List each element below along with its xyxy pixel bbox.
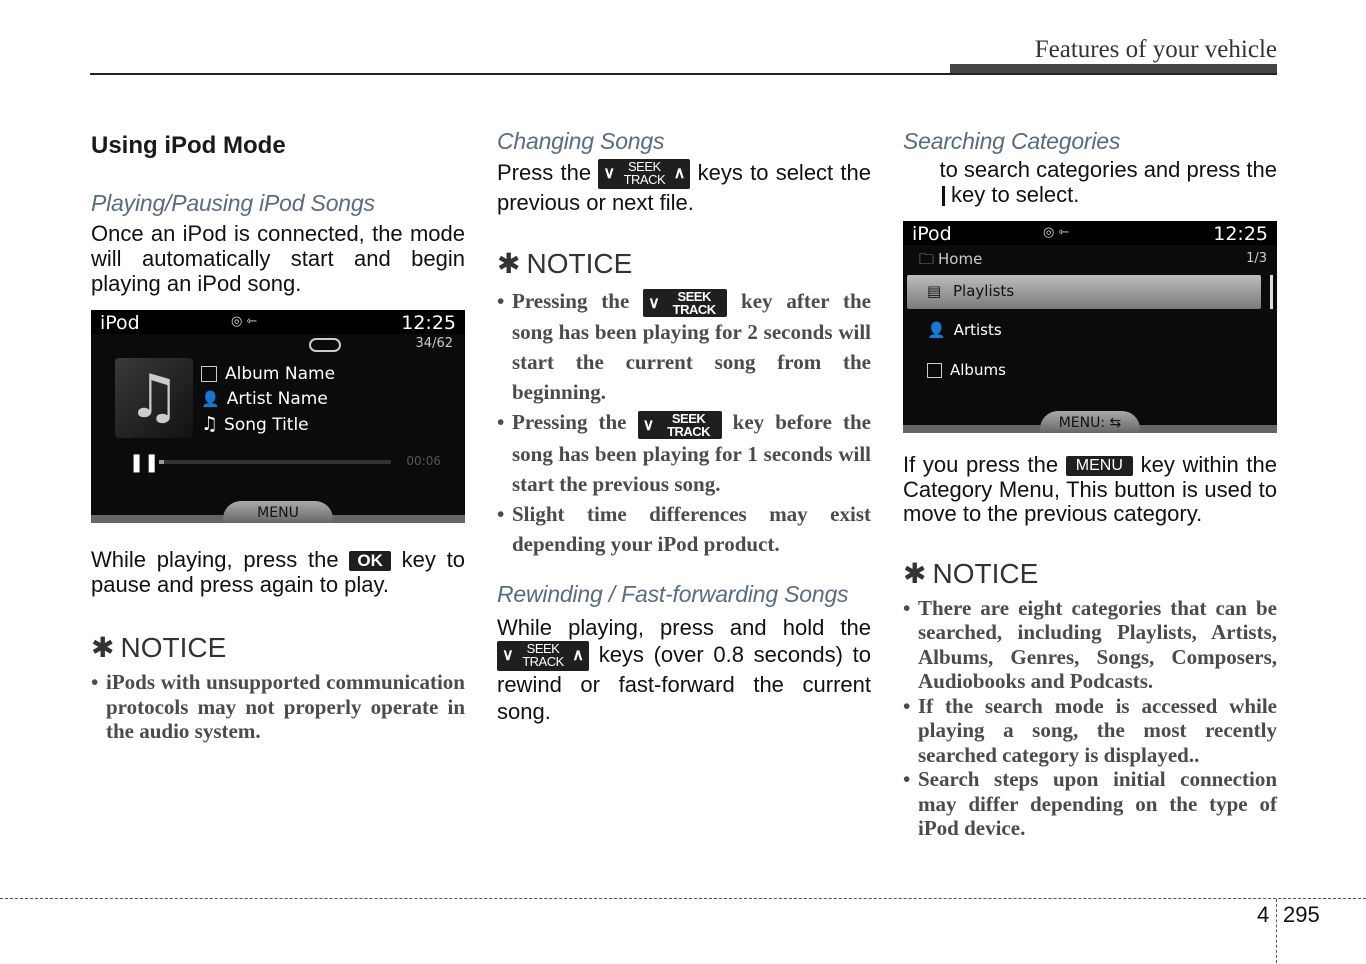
text-fragment: keys to select the previous or next file. — [497, 160, 871, 216]
notice-item: • If the search mode is accessed while playing a song, the most recently searched category is displayed.. — [903, 694, 1277, 768]
folder-icon: 🗀 — [919, 250, 935, 268]
music-note-icon: ♫ — [127, 362, 181, 432]
progress-track — [159, 460, 391, 464]
notice-title: NOTICE — [120, 632, 227, 663]
album-name: Album Name — [225, 364, 336, 384]
elapsed-time: 00:06 — [406, 454, 441, 468]
notice-item: • Slight time differences may exist depending your iPod product. — [497, 499, 871, 559]
notice-star-icon: ✱ — [91, 632, 115, 663]
screen-status-bar — [91, 310, 465, 334]
paragraph-rewind-ff — [497, 614, 871, 725]
list-item-albums[interactable] — [927, 361, 1006, 379]
notice-list — [903, 596, 1277, 841]
text-fragment: key within the Category Menu, This button is used to move to the previous category. — [903, 452, 1277, 526]
subheading-searching-categories: Searching Categories — [903, 128, 1121, 154]
paragraph-search-select — [903, 182, 1277, 207]
text-fragment: While playing, press the — [91, 547, 339, 572]
screen-title: iPod — [100, 312, 140, 334]
seek-track-key — [497, 641, 589, 671]
subheading-playing-pausing: Playing/Pausing iPod Songs — [91, 190, 375, 216]
seek-key-label: SEEK TRACK — [522, 640, 564, 669]
chevron-down-icon: ∨ — [502, 646, 514, 664]
column-3 — [903, 128, 1277, 841]
chevron-up-icon: ∧ — [572, 646, 584, 664]
chevron-down-icon: ∨ — [642, 416, 655, 434]
paragraph-search-categories: to search categories and press the — [939, 157, 1277, 182]
ok-key: OK — [349, 551, 391, 571]
list-item-artists[interactable] — [927, 321, 1002, 339]
home-row — [919, 249, 982, 274]
chevron-down-icon: ∨ — [648, 295, 660, 313]
notice-list — [91, 670, 465, 744]
section-heading: Using iPod Mode — [91, 132, 286, 159]
text-fragment: key to pause and press again to play. — [91, 547, 465, 597]
repeat-icon — [309, 338, 341, 352]
back-arrow-icon: ⇆ — [1109, 415, 1122, 431]
seek-track-down-key — [638, 411, 722, 439]
paragraph-changing-songs — [497, 159, 871, 217]
home-label: Home — [938, 250, 983, 268]
screen-title: iPod — [912, 223, 952, 245]
notice-title: NOTICE — [526, 248, 633, 280]
track-count: 34/62 — [415, 336, 453, 351]
footer-divider — [1276, 899, 1277, 963]
list-item-label: Albums — [950, 361, 1006, 379]
paragraph-pause-play — [91, 547, 465, 597]
ipod-category-screen — [903, 221, 1277, 433]
notice-star-icon: ✱ — [497, 248, 521, 280]
subheading-changing-songs: Changing Songs — [497, 128, 665, 154]
page-header — [90, 36, 1277, 78]
screen-clock: 12:25 — [1213, 223, 1268, 245]
screen-status-bar — [903, 221, 1277, 245]
album-row — [201, 362, 335, 387]
notice-heading — [91, 631, 465, 664]
notice-heading — [903, 557, 1277, 590]
header-rule — [90, 73, 1277, 75]
ipod-now-playing-screen — [91, 310, 465, 523]
chevron-down-icon: ∨ — [603, 165, 616, 183]
page-indicator: 1/3 — [1246, 251, 1267, 266]
person-icon: 👤 — [927, 321, 946, 339]
menu-back-softkey[interactable] — [1040, 411, 1140, 433]
song-row — [201, 412, 335, 438]
notice-item: • Search steps upon initial connection may differ depending on the type of iPod device. — [903, 767, 1277, 841]
menu-key: MENU — [1066, 456, 1133, 476]
text-fragment: While playing, press and hold the — [497, 614, 871, 640]
seek-key-label: SEEK TRACK — [623, 159, 666, 188]
notice-item: • There are eight categories that can be searched, including Playlists, Artists, Albums, Genres, Songs, Composers, Audiobooks and Podcasts. — [903, 596, 1277, 694]
seek-key-label: SEEK TRACK — [667, 410, 711, 439]
menu-label: MENU: — [1058, 415, 1106, 431]
page-number: 295 — [1283, 902, 1320, 927]
seek-track-down-key — [643, 289, 727, 317]
paragraph-auto-play: Once an iPod is connected, the mode will automatically start and begin playing an iPod song. — [91, 221, 465, 296]
notice-item: • Pressing the ∨ SEEK TRACK key after the song has been playing for 2 seconds will start the current song from the beginning. — [497, 286, 871, 407]
notice-item: • iPods with unsupported communication protocols may not properly operate in the audio system. — [91, 670, 465, 744]
text-fragment: If you press the — [903, 452, 1059, 477]
music-note-icon: ♫ — [201, 413, 219, 435]
list-item-label: Artists — [953, 321, 1002, 339]
notice-star-icon: ✱ — [903, 557, 927, 589]
seek-key-label: SEEK TRACK — [672, 289, 716, 318]
chevron-up-icon: ∧ — [673, 165, 686, 183]
usb-icon: ◎ ⇽ — [231, 314, 258, 329]
album-icon — [201, 366, 217, 382]
text-fragment: Press the — [497, 160, 592, 185]
screen-clock: 12:25 — [401, 312, 456, 334]
list-item-playlists[interactable] — [907, 275, 1261, 309]
album-icon — [927, 363, 942, 378]
notice-title: NOTICE — [932, 557, 1039, 589]
subheading-rewind-ff: Rewinding / Fast-forwarding Songs — [497, 580, 849, 607]
usb-icon: ◎ ⇽ — [1043, 225, 1070, 240]
section-number: 4 — [1257, 902, 1270, 927]
text-fragment: keys (over 0.8 seconds) to rewind or fast-forward the current song. — [497, 641, 871, 724]
list-item-label: Playlists — [953, 282, 1015, 300]
notice-heading — [497, 247, 871, 280]
person-icon: 👤 — [201, 390, 220, 408]
notice-list — [497, 286, 871, 558]
paragraph-menu-key — [903, 453, 1277, 527]
column-2 — [497, 128, 871, 725]
pause-icon: ❚❚ — [129, 452, 160, 473]
track-info — [201, 362, 335, 438]
scrollbar[interactable] — [1270, 275, 1273, 309]
column-1 — [91, 128, 465, 744]
progress-fill — [159, 460, 164, 464]
artist-name: Artist Name — [226, 389, 328, 409]
key-placeholder — [903, 186, 945, 206]
text-fragment: key to select. — [951, 182, 1080, 207]
seek-track-key — [598, 159, 690, 189]
menu-softkey[interactable]: MENU — [223, 501, 333, 523]
playlist-icon: ▤ — [927, 282, 942, 300]
notice-item: • Pressing the ∨ SEEK TRACK key before the song has been playing for 1 seconds will start the previous song. — [497, 407, 871, 498]
footer-rule — [0, 898, 1366, 899]
artist-row — [201, 387, 335, 412]
header-title: Features of your vehicle — [1034, 36, 1277, 63]
album-art — [115, 358, 193, 438]
song-title: Song Title — [224, 415, 309, 435]
